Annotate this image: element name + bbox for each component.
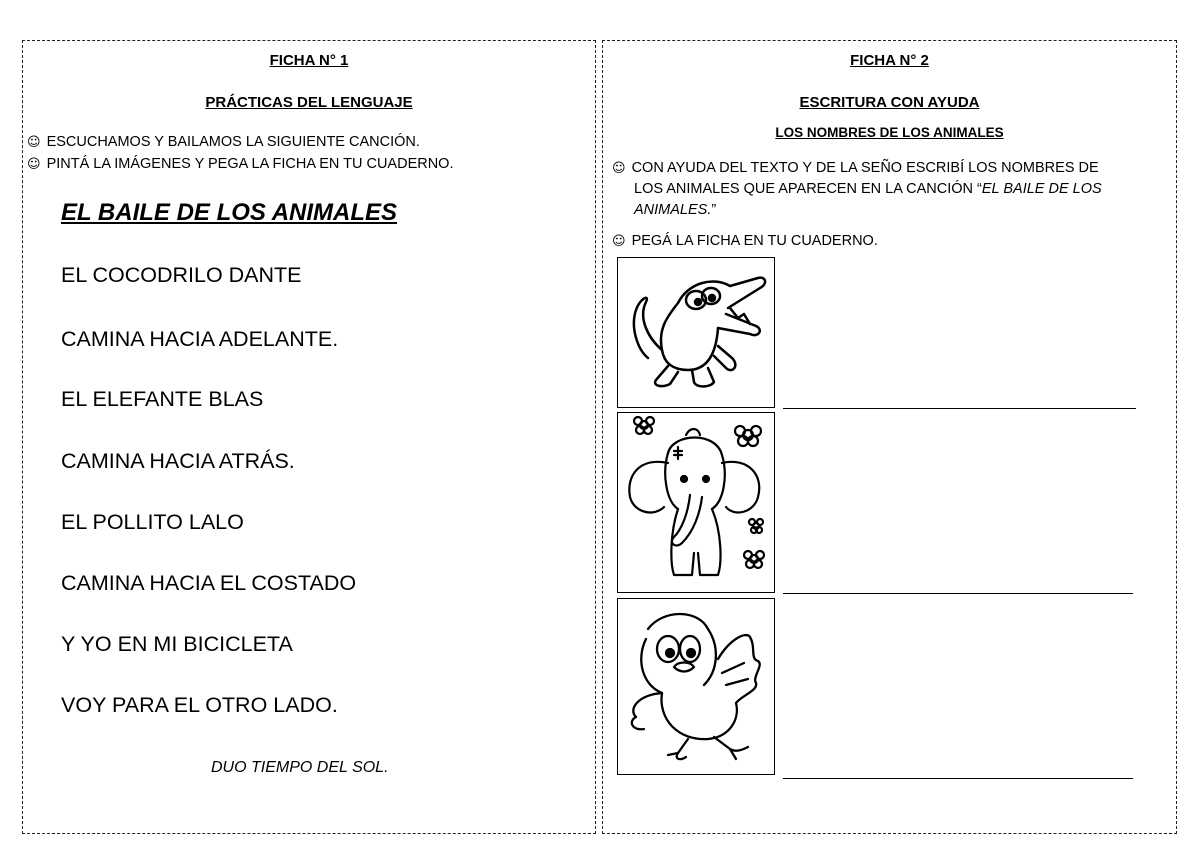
instruction-item bbox=[27, 132, 420, 153]
instruction-text: ” bbox=[711, 202, 717, 218]
ficha-1-panel bbox=[22, 40, 596, 834]
answer-line[interactable] bbox=[783, 408, 1136, 409]
instruction-text: LOS ANIMALES QUE APARECEN EN LA CANCIÓN “ bbox=[634, 181, 982, 197]
instruction-item bbox=[27, 154, 454, 175]
instruction-text: CON AYUDA DEL TEXTO Y DE LA SEÑO ESCRIBÍ LOS NOMBRES DE bbox=[631, 160, 1099, 176]
crocodile-icon bbox=[618, 258, 773, 406]
ficha-2-panel bbox=[602, 40, 1177, 834]
answer-line[interactable] bbox=[783, 778, 1133, 779]
song-title: EL BAILE DE LOS ANIMALES bbox=[61, 199, 398, 226]
elephant-picture bbox=[617, 412, 775, 593]
chick-picture bbox=[617, 598, 775, 775]
ficha-1-title: FICHA N° 1 bbox=[269, 52, 349, 69]
smiley-icon: ☺ bbox=[612, 234, 626, 249]
instruction-text: PINTÁ LA IMÁGENES Y PEGA LA FICHA EN TU CUADERNO. bbox=[46, 156, 454, 172]
answer-line[interactable] bbox=[783, 593, 1133, 594]
song-name-italic: ANIMALES. bbox=[634, 202, 712, 218]
chick-icon bbox=[618, 599, 773, 773]
song-line: CAMINA HACIA ATRÁS. bbox=[61, 449, 295, 473]
instruction-item bbox=[612, 158, 1172, 221]
smiley-icon: ☺ bbox=[27, 135, 41, 150]
ficha-2-title: FICHA N° 2 bbox=[850, 52, 929, 69]
song-name-italic: EL BAILE DE LOS bbox=[981, 181, 1102, 197]
ficha-1-subtitle: PRÁCTICAS DEL LENGUAJE bbox=[205, 94, 413, 111]
instruction-item bbox=[612, 231, 878, 252]
song-line: CAMINA HACIA ADELANTE. bbox=[61, 327, 339, 351]
instruction-text: PEGÁ LA FICHA EN TU CUADERNO. bbox=[631, 233, 878, 249]
elephant-icon bbox=[618, 413, 773, 591]
song-line: Y YO EN MI BICICLETA bbox=[61, 632, 293, 656]
smiley-icon: ☺ bbox=[27, 157, 41, 172]
smiley-icon: ☺ bbox=[612, 161, 626, 176]
song-author: DUO TIEMPO DEL SOL. bbox=[211, 759, 389, 776]
song-line: CAMINA HACIA EL COSTADO bbox=[61, 571, 357, 595]
flower-icon bbox=[634, 417, 654, 434]
crocodile-picture bbox=[617, 257, 775, 408]
song-line: VOY PARA EL OTRO LADO. bbox=[61, 693, 338, 717]
ficha-2-subtitle: ESCRITURA CON AYUDA bbox=[799, 94, 980, 111]
song-line: EL ELEFANTE BLAS bbox=[61, 387, 264, 411]
instruction-text: ESCUCHAMOS Y BAILAMOS LA SIGUIENTE CANCIÓN. bbox=[46, 134, 420, 150]
song-line: EL POLLITO LALO bbox=[61, 510, 244, 534]
song-line: EL COCODRILO DANTE bbox=[61, 263, 302, 287]
ficha-2-subsubtitle: LOS NOMBRES DE LOS ANIMALES bbox=[775, 125, 1004, 140]
